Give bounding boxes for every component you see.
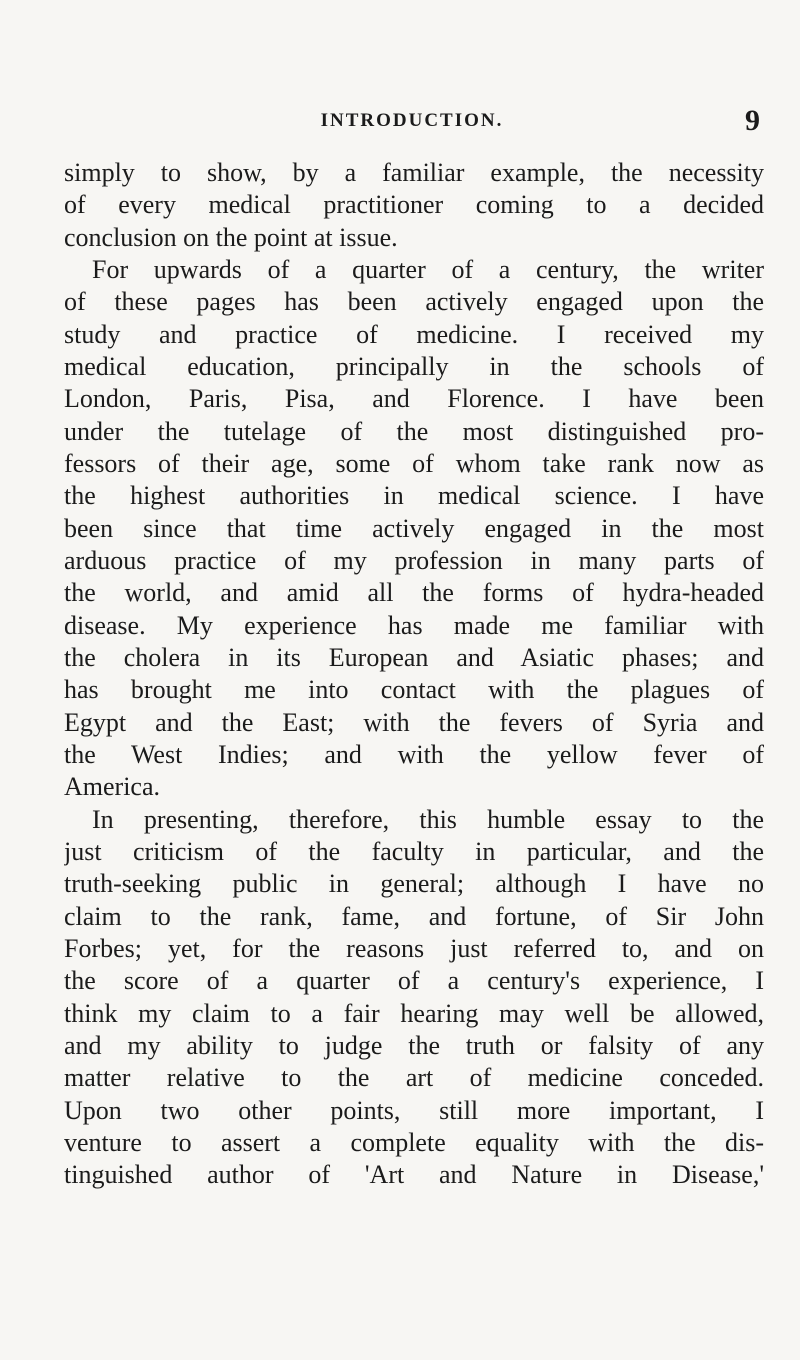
text-line: tinguished author of 'Art and Nature in Disease,' xyxy=(64,1160,764,1190)
text-line: arduous practice of my profession in many parts of xyxy=(64,545,764,575)
text-line: been since that time actively engaged in the most xyxy=(64,513,764,543)
text-line: claim to the rank, fame, and fortune, of Sir John xyxy=(64,901,764,931)
text-line: medical education, principally in the schools of xyxy=(64,351,764,381)
text-line: Upon two other points, still more important, I xyxy=(64,1095,764,1125)
text-line: venture to assert a complete equality with the dis- xyxy=(64,1127,764,1157)
text-line: disease. My experience has made me familiar with xyxy=(64,610,764,640)
text-line: and my ability to judge the truth or falsity of any xyxy=(64,1030,764,1060)
text-line: Forbes; yet, for the reasons just referred to, and on xyxy=(64,933,764,963)
text-line: think my claim to a fair hearing may well be allowed, xyxy=(64,998,764,1028)
text-line: simply to show, by a familiar example, the necessity xyxy=(64,158,764,187)
text-line: the West Indies; and with the yellow fever of xyxy=(64,739,764,769)
text-line: truth-seeking public in general; although I have no xyxy=(64,869,764,899)
running-head xyxy=(62,106,762,142)
page-number: 9 xyxy=(745,104,760,137)
text-line: conclusion on the point at issue. xyxy=(64,222,398,252)
text-line: the world, and amid all the forms of hydra-headed xyxy=(64,578,764,608)
text-line: Egypt and the East; with the fevers of Syria and xyxy=(64,707,764,737)
text-line: America. xyxy=(64,772,161,802)
body-text xyxy=(64,157,764,1192)
text-line: of every medical practitioner coming to a decided xyxy=(64,190,764,220)
text-line: study and practice of medicine. I received my xyxy=(64,319,764,349)
text-line: the cholera in its European and Asiatic phases; and xyxy=(64,642,764,672)
text-line: just criticism of the faculty in particular, and the xyxy=(64,836,764,866)
text-line: the score of a quarter of a century's experience, I xyxy=(64,966,764,996)
text-line: London, Paris, Pisa, and Florence. I have been xyxy=(64,384,764,414)
text-line: For upwards of a quarter of a century, the writer xyxy=(92,254,764,284)
text-line: the highest authorities in medical science. I have xyxy=(64,481,764,511)
text-line: under the tutelage of the most distinguished pro- xyxy=(64,416,764,446)
text-line: matter relative to the art of medicine conceded. xyxy=(64,1063,764,1093)
text-line: In presenting, therefore, this humble essay to the xyxy=(92,804,764,834)
text-line: has brought me into contact with the plagues of xyxy=(64,675,764,705)
page-title: INTRODUCTION. xyxy=(320,110,504,131)
text-line: fessors of their age, some of whom take rank now as xyxy=(64,448,764,478)
text-line: of these pages has been actively engaged upon the xyxy=(64,287,764,317)
